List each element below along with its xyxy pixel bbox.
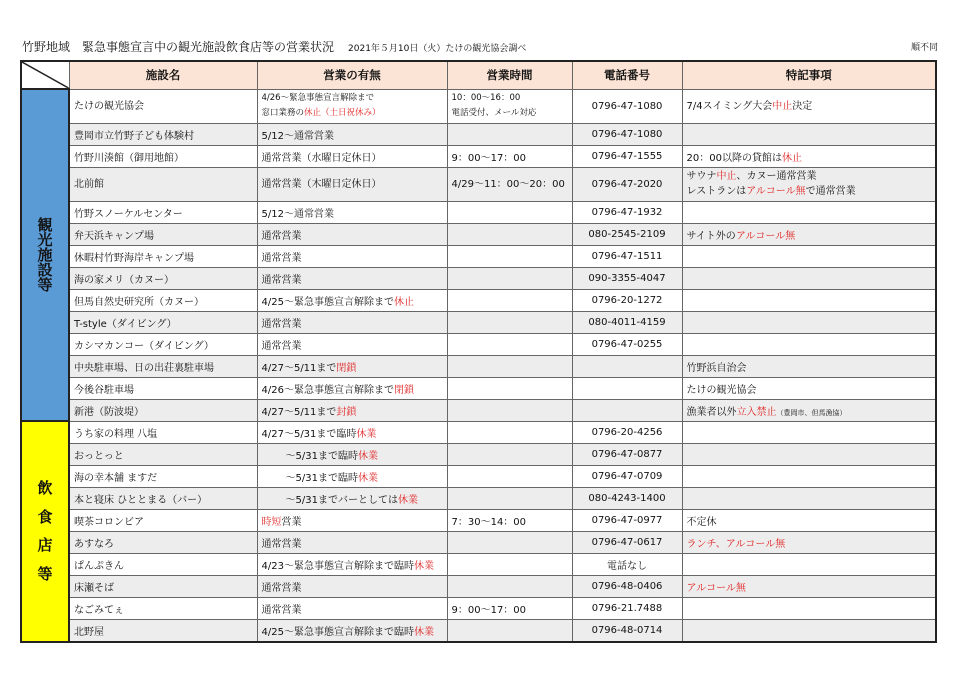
hours-cell: [447, 377, 572, 399]
table-row: [21, 597, 936, 619]
table-row: [21, 123, 936, 145]
notes-cell: サイト外のアルコール無: [682, 223, 936, 245]
phone-cell: 0796-20-4256: [572, 421, 682, 443]
facility-name: カシマカンコー（ダイビング）: [69, 333, 257, 355]
facility-name: 海の幸本舗 ますだ: [69, 465, 257, 487]
phone-cell: 080-4243-1400: [572, 487, 682, 509]
notes-cell: [682, 487, 936, 509]
category-food: 飲食店等: [21, 421, 69, 642]
facility-name: 今後谷駐車場: [69, 377, 257, 399]
status-cell: 通常営業: [257, 311, 447, 333]
notes-cell: サウナ中止、カヌー通常営業 レストランはアルコール無で通常営業: [682, 167, 936, 201]
facility-name: T-style（ダイビング）: [69, 311, 257, 333]
hours-cell: [447, 443, 572, 465]
phone-cell: 0796-47-0709: [572, 465, 682, 487]
hours-cell: [447, 421, 572, 443]
notes-cell: アルコール無: [682, 575, 936, 597]
notes-cell: [682, 465, 936, 487]
status-cell: 通常営業: [257, 267, 447, 289]
facility-name: おっとっと: [69, 443, 257, 465]
phone-cell: 0796-47-0255: [572, 333, 682, 355]
hours-cell: [447, 575, 572, 597]
status-cell: 時短営業: [257, 509, 447, 531]
col-notes-header: 特記事項: [682, 61, 936, 89]
phone-cell: 080-2545-2109: [572, 223, 682, 245]
notes-cell: [682, 619, 936, 642]
phone-cell: 0796-47-1511: [572, 245, 682, 267]
hours-cell: [447, 465, 572, 487]
status-cell: 4/27～5/31まで臨時休業: [257, 421, 447, 443]
notes-cell: ランチ、アルコール無: [682, 531, 936, 553]
table-row: [21, 421, 936, 443]
hours-cell: [447, 289, 572, 311]
phone-cell: 0796-48-0714: [572, 619, 682, 642]
hours-cell: [447, 123, 572, 145]
hours-cell: [447, 311, 572, 333]
notes-cell: 漁業者以外立入禁止（豊岡市、但馬漁協）: [682, 399, 936, 421]
facility-name: 喫茶コロンビア: [69, 509, 257, 531]
hours-cell: [447, 487, 572, 509]
hours-cell: 4/29～11：00～20：00: [447, 167, 572, 201]
table-row: [21, 167, 936, 201]
table-row: [21, 575, 936, 597]
facility-name: 北野屋: [69, 619, 257, 642]
notes-cell: [682, 311, 936, 333]
status-table: [20, 60, 937, 643]
notes-cell: [682, 245, 936, 267]
phone-cell: 電話なし: [572, 553, 682, 575]
table-row: [21, 619, 936, 642]
facility-name: 竹野スノーケルセンター: [69, 201, 257, 223]
status-cell: 通常営業: [257, 333, 447, 355]
notes-cell: たけの観光協会: [682, 377, 936, 399]
status-cell: 4/27～5/11まで閉鎖: [257, 355, 447, 377]
table-row: [21, 487, 936, 509]
phone-cell: 0796-47-0977: [572, 509, 682, 531]
table-row: [21, 553, 936, 575]
hours-cell: [447, 531, 572, 553]
table-header-row: [21, 61, 936, 89]
notes-cell: [682, 333, 936, 355]
table-row: [21, 355, 936, 377]
corner-cell: [21, 61, 69, 89]
col-hours-header: 営業時間: [447, 61, 572, 89]
notes-cell: 不定休: [682, 509, 936, 531]
status-cell: 4/23～緊急事態宣言解除まで臨時休業: [257, 553, 447, 575]
facility-name: 弁天浜キャンプ場: [69, 223, 257, 245]
status-cell: 4/27～5/11まで封鎖: [257, 399, 447, 421]
table-row: [21, 399, 936, 421]
facility-name: 海の家メリ（カヌー）: [69, 267, 257, 289]
table-row: [21, 201, 936, 223]
facility-name: 新港（防波堤）: [69, 399, 257, 421]
page-header: [22, 38, 938, 56]
phone-cell: 0796-47-1932: [572, 201, 682, 223]
table-row: [21, 267, 936, 289]
status-cell: ～5/31まで臨時休業: [257, 465, 447, 487]
hours-cell: [447, 553, 572, 575]
phone-cell: 0796-47-0877: [572, 443, 682, 465]
phone-cell: 0796-47-1080: [572, 89, 682, 123]
notes-cell: 竹野浜自治会: [682, 355, 936, 377]
facility-name: 本と寝床 ひととまる（バー）: [69, 487, 257, 509]
facility-name: 竹野川湊館（御用地館）: [69, 145, 257, 167]
facility-name: 北前館: [69, 167, 257, 201]
notes-cell: [682, 267, 936, 289]
status-cell: 通常営業（木曜日定休日）: [257, 167, 447, 201]
status-cell: 通常営業: [257, 531, 447, 553]
hours-cell: [447, 333, 572, 355]
notes-cell: [682, 597, 936, 619]
phone-cell: 090-3355-4047: [572, 267, 682, 289]
col-phone-header: 電話番号: [572, 61, 682, 89]
phone-cell: 0796-47-0617: [572, 531, 682, 553]
table-row: [21, 443, 936, 465]
facility-name: ぱんぷきん: [69, 553, 257, 575]
table-row: [21, 465, 936, 487]
phone-cell: 0796-21.7488: [572, 597, 682, 619]
status-cell: ～5/31まで臨時休業: [257, 443, 447, 465]
status-cell: 通常営業: [257, 575, 447, 597]
hours-cell: 7：30～14：00: [447, 509, 572, 531]
phone-cell: 0796-47-1080: [572, 123, 682, 145]
facility-name: うち家の料理 八塩: [69, 421, 257, 443]
status-cell: 4/25～緊急事態宣言解除まで休止: [257, 289, 447, 311]
hours-cell: [447, 201, 572, 223]
hours-cell: 10：00～16：00 電話受付、メール対応: [447, 89, 572, 123]
status-cell: 5/12～通常営業: [257, 123, 447, 145]
hours-cell: [447, 267, 572, 289]
table-row: [21, 377, 936, 399]
phone-cell: 0796-48-0406: [572, 575, 682, 597]
table-row: [21, 531, 936, 553]
survey-date: 2021年５月10日（火）たけの観光協会調べ: [348, 44, 527, 54]
facility-name: たけの観光協会: [69, 89, 257, 123]
col-status-header: 営業の有無: [257, 61, 447, 89]
status-cell: 4/25～緊急事態宣言解除まで臨時休業: [257, 619, 447, 642]
hours-cell: [447, 619, 572, 642]
page-title: 竹野地域 緊急事態宣言中の観光施設飲食店等の営業状況 2021年５月10日（火）たけの観光協会調べ: [22, 40, 527, 54]
hours-cell: [447, 355, 572, 377]
notes-cell: 20：00以降の貸館は休止: [682, 145, 936, 167]
notes-cell: [682, 289, 936, 311]
table-row: [21, 289, 936, 311]
table-row: [21, 509, 936, 531]
phone-cell: 0796-47-1555: [572, 145, 682, 167]
status-cell: 通常営業: [257, 597, 447, 619]
phone-cell: 0796-20-1272: [572, 289, 682, 311]
status-cell: ～5/31までバーとしては休業: [257, 487, 447, 509]
status-cell: 通常営業: [257, 223, 447, 245]
status-cell: 5/12～通常営業: [257, 201, 447, 223]
facility-name: 床瀬そば: [69, 575, 257, 597]
table-row: [21, 223, 936, 245]
status-cell: 4/26～緊急事態宣言解除まで閉鎖: [257, 377, 447, 399]
hours-cell: 9：00～17：00: [447, 597, 572, 619]
phone-cell: [572, 399, 682, 421]
phone-cell: 0796-47-2020: [572, 167, 682, 201]
status-cell: 4/26～緊急事態宣言解除まで 窓口業務の休止（土日祝休み）: [257, 89, 447, 123]
table-row: [21, 89, 936, 123]
facility-name: 豊岡市立竹野子ども体験村: [69, 123, 257, 145]
hours-cell: 9：00～17：00: [447, 145, 572, 167]
status-cell: 通常営業（水曜日定休日）: [257, 145, 447, 167]
notes-cell: [682, 421, 936, 443]
table-row: [21, 145, 936, 167]
facility-name: 但馬自然史研究所（カヌー）: [69, 289, 257, 311]
table-row: [21, 311, 936, 333]
notes-cell: [682, 553, 936, 575]
table-row: [21, 245, 936, 267]
table-row: [21, 333, 936, 355]
col-name-header: 施設名: [69, 61, 257, 89]
phone-cell: [572, 377, 682, 399]
hours-cell: [447, 223, 572, 245]
facility-name: なごみてぇ: [69, 597, 257, 619]
order-note: 順不同: [910, 43, 938, 53]
status-cell: 通常営業: [257, 245, 447, 267]
facility-name: 中央駐車場、日の出荘裏駐車場: [69, 355, 257, 377]
phone-cell: 080-4011-4159: [572, 311, 682, 333]
notes-cell: [682, 443, 936, 465]
facility-name: あすなろ: [69, 531, 257, 553]
hours-cell: [447, 399, 572, 421]
facility-name: 休暇村竹野海岸キャンプ場: [69, 245, 257, 267]
phone-cell: [572, 355, 682, 377]
notes-cell: [682, 201, 936, 223]
hours-cell: [447, 245, 572, 267]
notes-cell: [682, 123, 936, 145]
category-tourism: 観光施設等: [21, 89, 69, 421]
notes-cell: 7/4スイミング大会中止決定: [682, 89, 936, 123]
